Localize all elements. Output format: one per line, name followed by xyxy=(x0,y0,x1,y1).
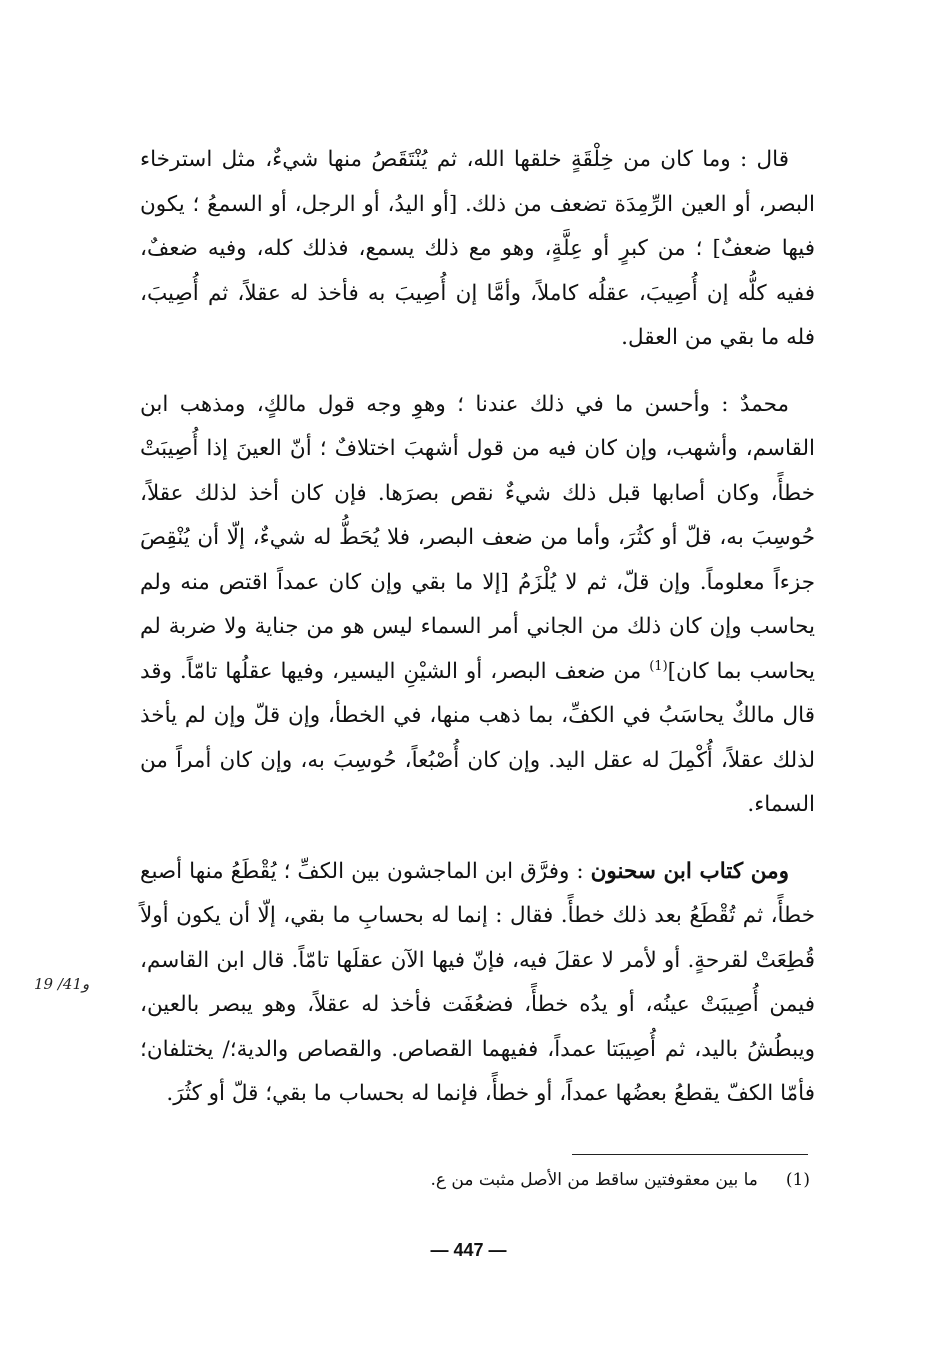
paragraph-3 xyxy=(140,850,815,1117)
page-number: — 447 — xyxy=(430,1240,507,1260)
footnote xyxy=(300,1166,810,1194)
footnote-number: (1) xyxy=(785,1170,810,1190)
paragraph-2 xyxy=(140,383,815,828)
main-text xyxy=(140,138,815,1139)
paragraph-3-text: : وفرَّق ابن الماجشون بين الكفِّ ؛ يُقْطَعُ منها أصبع خطأً، ثم تُقْطَعُ بعد ذلك خطأً. فقال : إنما له بحسابِ ما بقي، إلّا أن يكون أولاً قُطِعَتْ لقرحةٍ. أو لأمر لا عقلَ فيه، فإنّ فيها الآن عقلَها تامّاً. قال ابن القاسم، فيمن أُصِيبَتْ عينُه، أو يدُه خطأً، فضعُفَت فأخذ له عقلاً، وهو يبصر بالعين، ويبطُشُ باليد، ثم أُصِيبَتا عمداً، ففيهما القصاص. والقصاص والدية؛/ يختلفان؛ فأمّا الكفّ يقطعُ بعضُها عمداً، أو خطأً، فإنما له بحساب ما بقي؛ قلّ أو كثُرَ. xyxy=(140,858,815,1106)
margin-folio-reference: 19 /41و xyxy=(34,975,90,993)
footnote-divider xyxy=(572,1154,808,1155)
paragraph-3-bold-lead: ومن كتاب ابن سحنون xyxy=(590,858,789,884)
paragraph-1-text: قال : وما كان من خِلْقَةٍ خلقها الله، ثم يُنْتَقَصُ منها شيءٌ، مثل استرخاء البصر، أو العين الرِّمِدَة تضعف من ذلك. [أو اليدُ، أو الرجل، أو السمعُ ؛ يكون فيها ضعفٌ] ؛ من كبرٍ أو عِلَّةٍ، وهو مع ذلك يسمع، فذلك كله، وفيه ضعفٌ، ففيه كلُّه إن أُصِيبَ، عقلُه كاملاً، وأمَّا إن أُصِيبَ به فأخذ له عقلاً، ثم أُصِيبَ، فله ما بقي من العقل. xyxy=(140,147,815,350)
paragraph-1 xyxy=(140,138,815,361)
paragraph-2-text-before: محمدٌ : وأحسن ما في ذلك عندنا ؛ وهوِ وجه قول مالكٍ، ومذهب ابن القاسم، وأشهب، وإن كان فيه من قول أشهبَ اختلافٌ ؛ أنّ العينَ إذا أُصِيبَتْ خطأً، وكان أصابها قبل ذلك شيءٌ نقص بصرَها. فإن كان أخذ لذلك عقلاً، حُوسِبَ به، قلّ أو كثُرَ، وأما من ضعف البصر، فلا يُحَطُّ له شيءٌ، إلّا أن يُنْقِصَ جزءاً معلوماً. وإن قلّ، ثم لا يُلْزَمُ [إلا ما بقي وإن كان عمداً اقتص منه ولم يحاسب وإن كان ذلك من الجاني أمر السماء ليس هو من جناية ولا ضربة لم يحاسب بما كان] xyxy=(140,391,815,684)
footnote-text: ما بين معقوفتين ساقط من الأصل مثبت من ع. xyxy=(430,1170,758,1190)
footnote-marker[interactable]: (1) xyxy=(649,658,668,674)
paragraph-2-text-after: من ضعف البصر، أو الشيْنِ اليسير، وفيها عقلُها تامّاً. وقد قال مالكٌ يحاسَبُ في الكفِّ، بما ذهب منها، في الخطأ، وإن قلّ وإن لم يأخذ لذلك عقلاً، أُكْمِلَ له عقل اليد. وإن كان أُصْبُعاً، حُوسِبَ به، وإن كان أمراً من السماء. xyxy=(140,658,815,817)
